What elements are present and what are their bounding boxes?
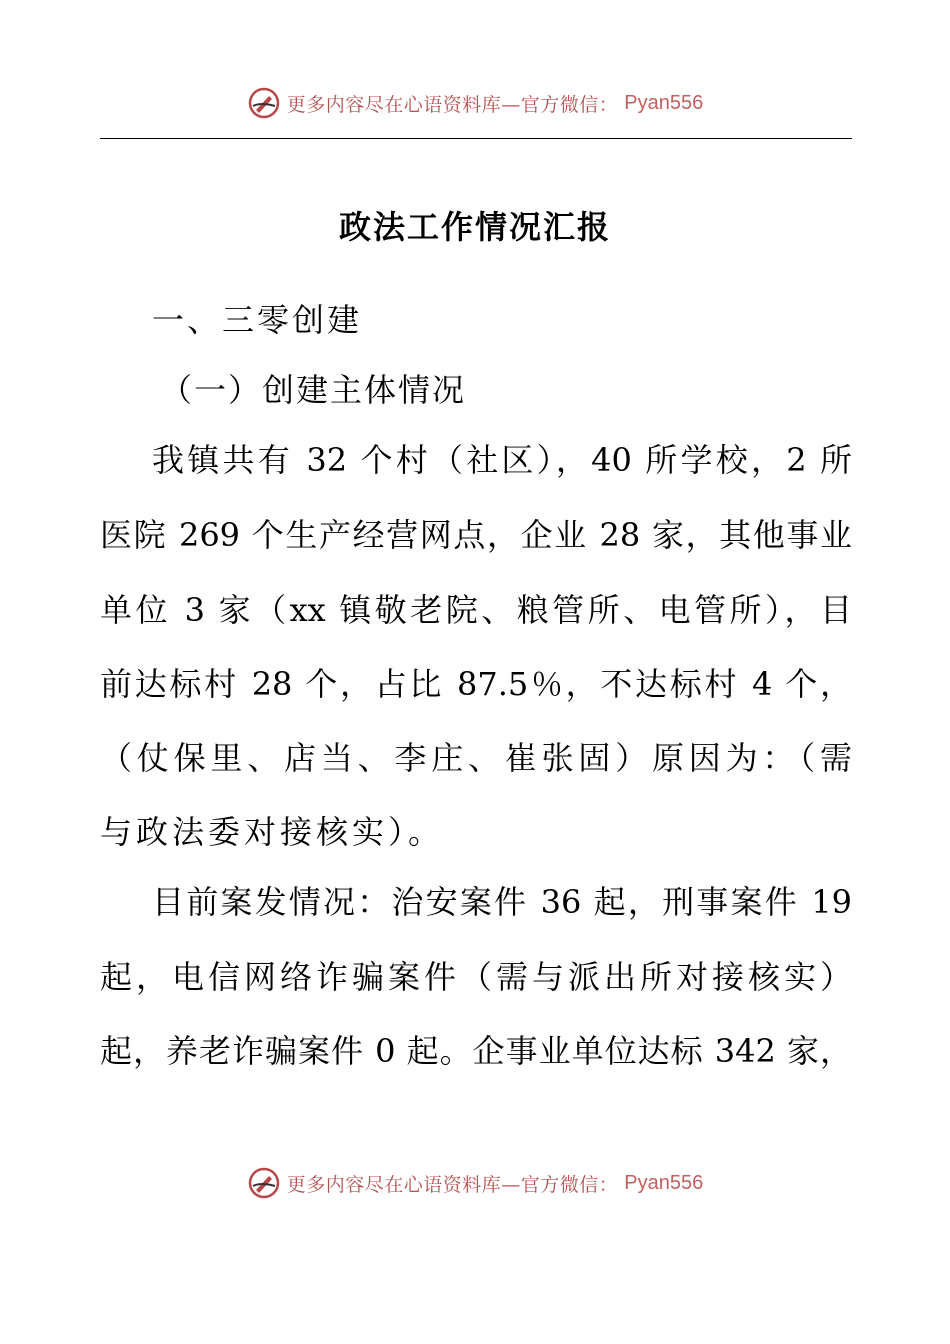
paragraph-line: 起，养老诈骗案件 0 起。企事业单位达标 342 家， <box>100 1032 852 1070</box>
document-title: 政法工作情况汇报 <box>338 208 611 246</box>
pen-logo-icon <box>247 86 281 120</box>
watermark-wechat-id: Pyan556 <box>624 91 704 114</box>
paragraph-line: 与政法委对接核实）。 <box>100 813 445 851</box>
paragraph-line: 目前案发情况：治安案件 36 起，刑事案件 19 <box>152 883 852 921</box>
header-divider <box>100 138 852 139</box>
header-watermark <box>0 83 950 123</box>
footer-watermark <box>0 1163 950 1203</box>
watermark-wechat-id: Pyan556 <box>624 1171 704 1194</box>
pen-logo-icon <box>247 1166 281 1200</box>
watermark-text: 更多内容尽在心语资料库—官方微信： <box>286 1173 619 1196</box>
section-heading: 一、三零创建 <box>152 301 363 339</box>
subsection-heading: （一）创建主体情况 <box>160 371 467 409</box>
paragraph-line: 前达标村 28 个，占比 87.5％，不达标村 4 个， <box>100 665 852 703</box>
paragraph-line: 单位 3 家（xx 镇敬老院、粮管所、电管所），目 <box>100 591 852 629</box>
paragraph-line: 我镇共有 32 个村（社区），40 所学校，2 所 <box>152 441 852 479</box>
watermark-text: 更多内容尽在心语资料库—官方微信： <box>286 93 619 116</box>
paragraph-line: 起，电信网络诈骗案件（需与派出所对接核实） <box>100 958 852 996</box>
paragraph-line: 医院 269 个生产经营网点，企业 28 家，其他事业 <box>100 516 852 554</box>
paragraph-line: （仗保里、店当、李庄、崔张固）原因为：（需 <box>100 739 852 777</box>
